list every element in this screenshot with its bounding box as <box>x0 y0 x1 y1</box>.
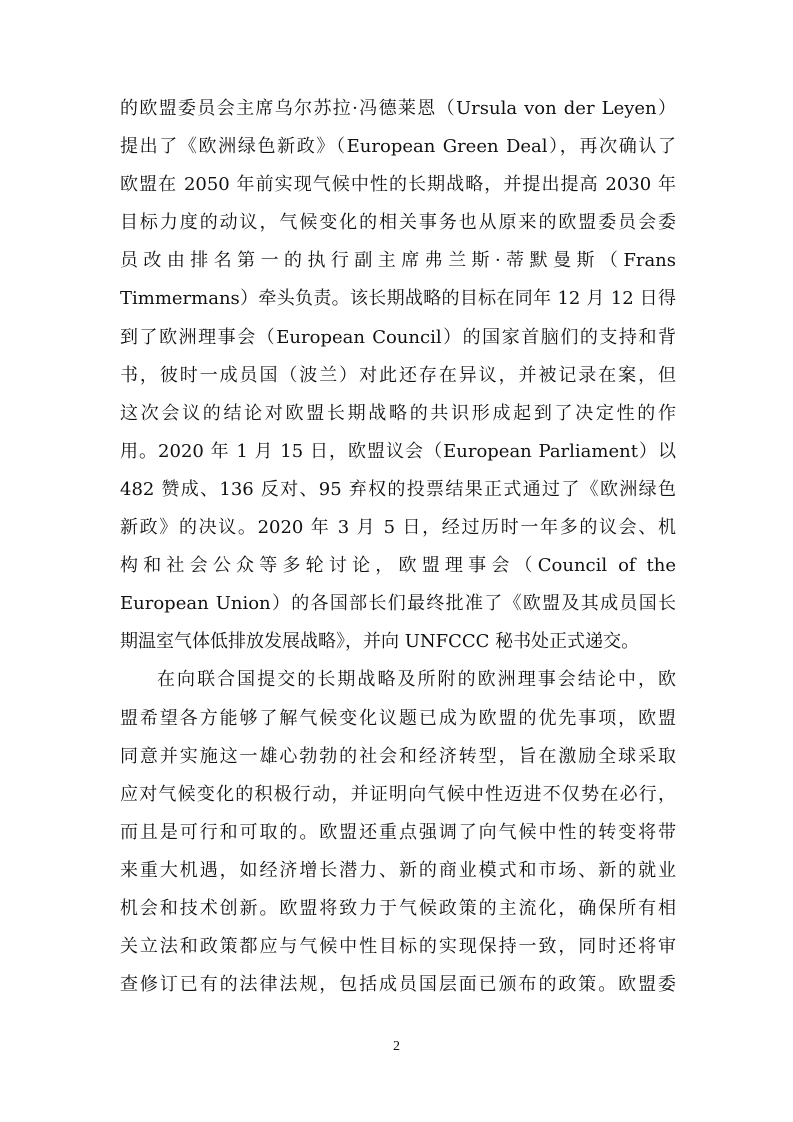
text-line: 员改由排名第一的执行副主席弗兰斯·蒂默曼斯（Frans <box>120 250 676 272</box>
text-line: 期温室气体低排放发展战略》，并向 UNFCCC 秘书处正式递交。 <box>120 631 640 653</box>
text-line: 欧盟在 2050 年前实现气候中性的长期战略，并提出提高 2030 年 <box>120 174 676 196</box>
paragraph-1 <box>120 90 676 661</box>
text-line: European Union）的各国部长们最终批准了《欧盟及其成员国长 <box>120 593 676 615</box>
text-line: 到了欧洲理事会（European Council）的国家首脑们的支持和背 <box>120 326 676 348</box>
text-line: 构和社会公众等多轮讨论，欧盟理事会（Council of the <box>120 555 676 577</box>
body-text <box>120 90 676 1004</box>
text-line: 盟希望各方能够了解气候变化议题已成为欧盟的优先事项，欧盟 <box>120 707 676 729</box>
page-number: 2 <box>393 1039 400 1054</box>
text-line: 查修订已有的法律法规，包括成员国层面已颁布的政策。欧盟委 <box>120 974 676 996</box>
text-line: 在向联合国提交的长期战略及所附的欧洲理事会结论中，欧 <box>157 669 676 691</box>
text-line: 这次会议的结论对欧盟长期战略的共识形成起到了决定性的作 <box>120 402 676 424</box>
text-line: 目标力度的动议，气候变化的相关事务也从原来的欧盟委员会委 <box>120 212 676 234</box>
text-line: 同意并实施这一雄心勃勃的社会和经济转型，旨在激励全球采取 <box>120 745 676 767</box>
text-line: 的欧盟委员会主席乌尔苏拉·冯德莱恩（Ursula von der Leyen） <box>120 98 676 119</box>
text-line: 书，彼时一成员国（波兰）对此还存在异议，并被记录在案，但 <box>120 364 676 386</box>
text-line: 用。2020 年 1 月 15 日，欧盟议会（European Parliament）以 <box>120 440 676 462</box>
text-line: 来重大机遇，如经济增长潜力、新的商业模式和市场、新的就业 <box>120 859 676 881</box>
text-line: 提出了《欧洲绿色新政》（European Green Deal），再次确认了 <box>120 136 676 158</box>
text-line: Timmermans）牵头负责。该长期战略的目标在同年 12 月 12 日得 <box>120 288 676 310</box>
paragraph-2 <box>120 661 676 1004</box>
text-line: 482 赞成、136 反对、95 弃权的投票结果正式通过了《欧洲绿色 <box>120 478 676 500</box>
text-line: 关立法和政策都应与气候中性目标的实现保持一致，同时还将审 <box>120 936 676 958</box>
text-line: 而且是可行和可取的。欧盟还重点强调了向气候中性的转变将带 <box>120 821 676 843</box>
text-line: 应对气候变化的积极行动，并证明向气候中性迈进不仅势在必行， <box>120 783 676 805</box>
text-line: 新政》的决议。2020 年 3 月 5 日，经过历时一年多的议会、机 <box>120 517 676 539</box>
text-line: 机会和技术创新。欧盟将致力于气候政策的主流化，确保所有相 <box>120 897 676 919</box>
